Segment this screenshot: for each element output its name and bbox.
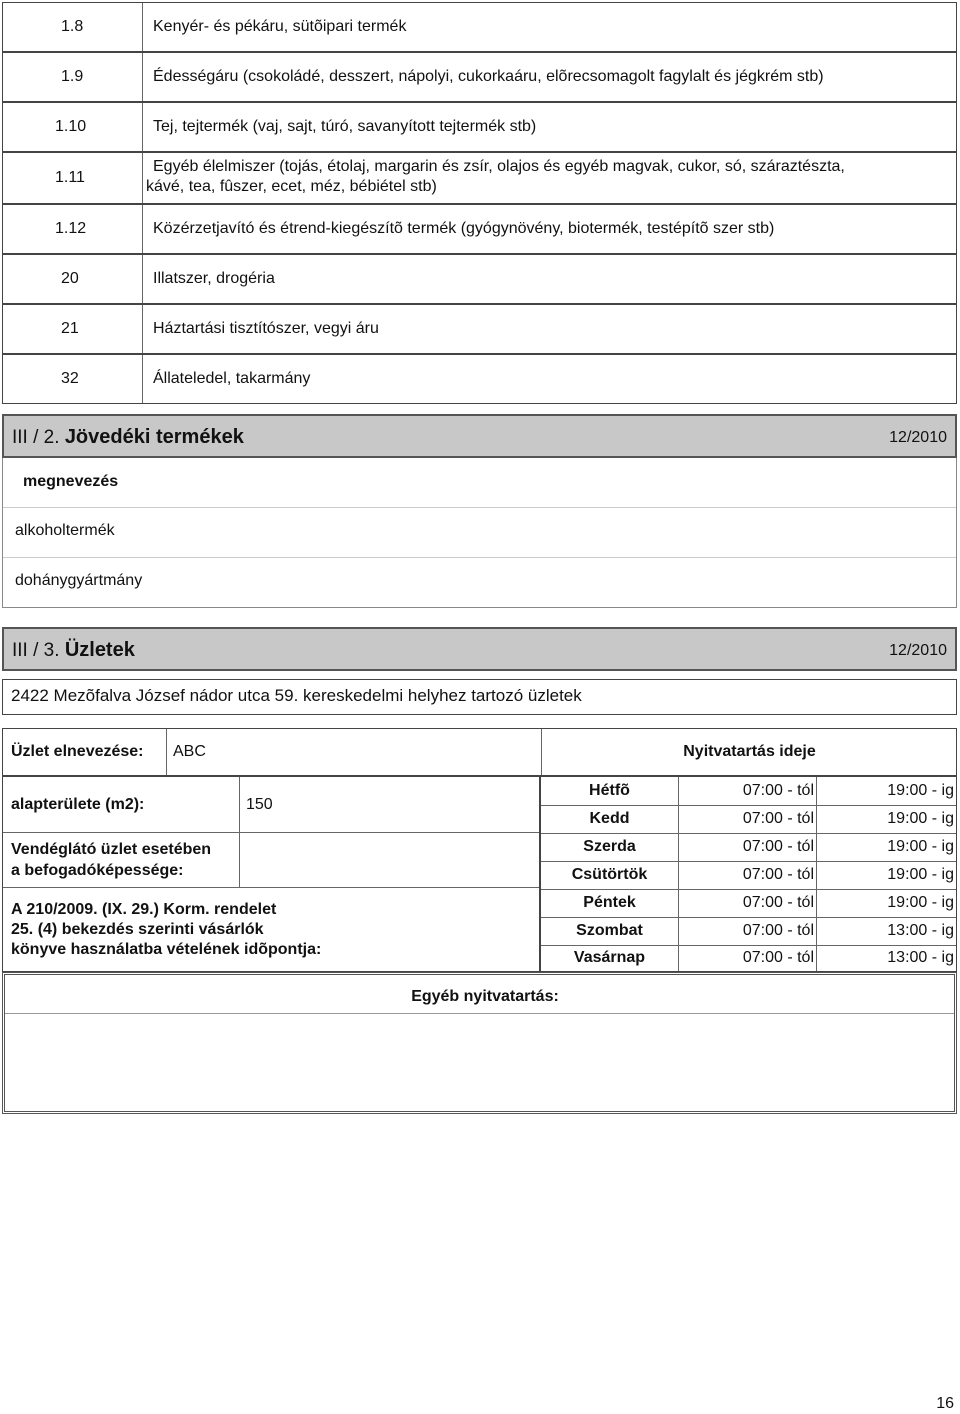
- regulation-label: könyve használatba vételének idõpontja:: [11, 941, 322, 958]
- time-from: 07:00 - tól: [742, 894, 814, 911]
- product-row: [2, 254, 957, 304]
- time-to: 19:00 - ig: [887, 866, 954, 883]
- day-label: Szerda: [583, 838, 636, 855]
- product-code: 1.12: [55, 220, 87, 237]
- product-row: [2, 102, 957, 152]
- capacity-label: Vendéglátó üzlet esetében: [11, 841, 212, 858]
- product-row: [2, 52, 957, 102]
- product-code: 1.11: [55, 169, 85, 186]
- shop-name-row: [2, 728, 957, 776]
- time-from: 07:00 - tól: [742, 810, 814, 827]
- area-label: alapterülete (m2):: [11, 796, 145, 813]
- shop-details: [2, 776, 540, 972]
- address-text: 2422 Mezõfalva József nádor utca 59. kereskedelmi helyhez tartozó üzletek: [11, 686, 582, 705]
- other-opening-hours: [2, 972, 957, 1114]
- regulation-label: A 210/2009. (IX. 29.) Korm. rendelet: [11, 901, 277, 918]
- time-to: 19:00 - ig: [887, 810, 954, 827]
- hours-row: [541, 917, 956, 945]
- product-text-line1: Egyéb élelmiszer (tojás, étolaj, margarin és zsír, olajos és egyéb magvak, cukor, só, száraztészta,: [153, 158, 845, 175]
- day-label: Kedd: [589, 810, 630, 827]
- product-text: Kenyér- és pékáru, sütõipari termék: [153, 18, 407, 35]
- product-row: [2, 204, 957, 254]
- product-row: [2, 152, 957, 204]
- hours-row: [541, 777, 956, 805]
- section-header-excise: [2, 414, 957, 458]
- hours-row: [541, 805, 956, 833]
- product-text: Édességáru (csokoládé, desszert, nápolyi, cukorkaáru, elõrecsomagolt fagylalt és jégkrém stb): [153, 68, 824, 85]
- shop-name-value: ABC: [173, 743, 206, 760]
- time-from: 07:00 - tól: [742, 922, 814, 939]
- product-code: 1.8: [61, 18, 84, 35]
- time-from: 07:00 - tól: [742, 838, 814, 855]
- section-number: III / 2.: [12, 427, 60, 448]
- shop-name-label: Üzlet elnevezése:: [11, 743, 144, 760]
- section-title: Üzletek: [64, 639, 135, 661]
- hours-row: [541, 889, 956, 917]
- time-to: 19:00 - ig: [887, 894, 954, 911]
- product-text: Illatszer, drogéria: [153, 270, 275, 287]
- time-from: 07:00 - tól: [742, 866, 814, 883]
- time-to: 19:00 - ig: [887, 838, 954, 855]
- time-from: 07:00 - tól: [742, 782, 814, 799]
- product-row: [2, 304, 957, 354]
- product-code: 32: [61, 370, 79, 387]
- product-text: Közérzetjavító és étrend-kiegészítõ termék (gyógynövény, biotermék, testépítõ szer stb): [153, 220, 775, 237]
- column-header-name: megnevezés: [23, 473, 119, 490]
- opening-hours-title: Nyitvatartás ideje: [683, 743, 816, 760]
- day-label: Vasárnap: [573, 949, 646, 966]
- section-date: 12/2010: [889, 429, 947, 446]
- time-to: 13:00 - ig: [887, 949, 954, 966]
- product-text-line2: kávé, tea, fûszer, ecet, méz, bébiétel stb): [146, 178, 437, 195]
- day-label: Péntek: [583, 894, 636, 911]
- opening-hours-table: [540, 776, 957, 972]
- product-row: [2, 354, 957, 404]
- excise-item: dohánygyártmány: [15, 572, 143, 589]
- capacity-label: a befogadóképessége:: [11, 862, 184, 879]
- section-number: III / 3.: [12, 640, 60, 661]
- day-label: Csütörtök: [571, 866, 648, 883]
- product-code: 1.9: [61, 68, 84, 85]
- page-number: 16: [936, 1395, 954, 1412]
- product-code: 20: [61, 270, 79, 287]
- excise-item: alkoholtermék: [15, 522, 115, 539]
- hours-row: [541, 861, 956, 889]
- product-text: Háztartási tisztítószer, vegyi áru: [153, 320, 379, 337]
- product-code: 1.10: [55, 118, 87, 135]
- hours-row: [541, 945, 956, 971]
- time-to: 13:00 - ig: [887, 922, 954, 939]
- product-row: [2, 2, 957, 52]
- excise-table: [2, 458, 957, 608]
- time-from: 07:00 - tól: [742, 949, 814, 966]
- area-value: 150: [246, 796, 273, 813]
- regulation-label: 25. (4) bekezdés szerinti vásárlók: [11, 921, 264, 938]
- hours-row: [541, 833, 956, 861]
- section-header-shops: [2, 627, 957, 671]
- time-to: 19:00 - ig: [887, 782, 954, 799]
- shop-address: [2, 679, 957, 715]
- section-title: Jövedéki termékek: [64, 426, 244, 448]
- day-label: Szombat: [576, 922, 643, 939]
- product-text: Tej, tejtermék (vaj, sajt, túró, savanyított tejtermék stb): [153, 118, 537, 135]
- section-date: 12/2010: [889, 642, 947, 659]
- product-text: Állateledel, takarmány: [153, 370, 311, 387]
- product-code: 21: [61, 320, 79, 337]
- other-hours-label: Egyéb nyitvatartás:: [411, 988, 559, 1005]
- day-label: Hétfõ: [589, 782, 630, 799]
